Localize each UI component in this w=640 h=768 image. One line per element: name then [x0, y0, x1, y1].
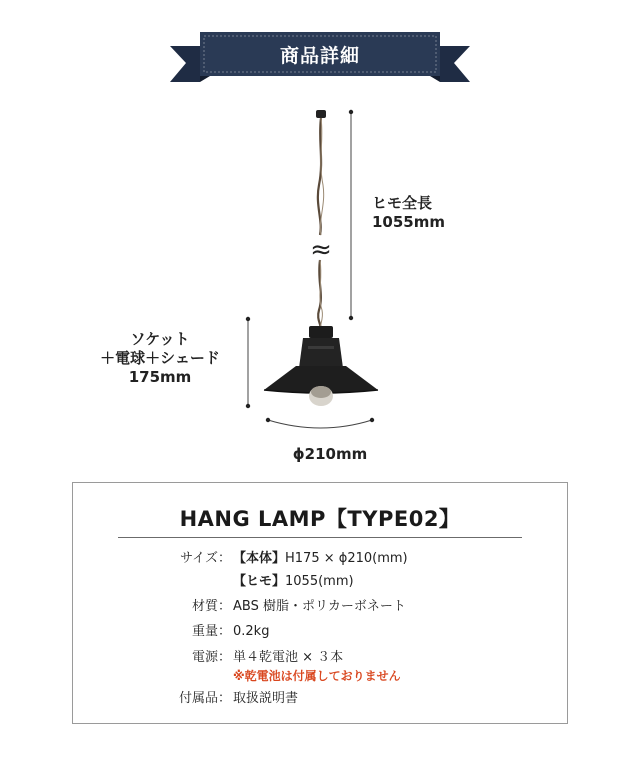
- cord-break-symbol: ≈: [310, 235, 332, 265]
- spec-tag: 【ヒモ】: [233, 574, 286, 589]
- spec-row-material: [73, 597, 567, 617]
- diameter-label: ϕ210mm: [292, 445, 368, 463]
- spec-row-size: [73, 549, 567, 569]
- spec-row-cord: [73, 572, 567, 592]
- banner-title: 商品詳細: [279, 44, 360, 67]
- lamp-illustration: [0, 100, 640, 470]
- spec-value: H175 × ϕ210(mm): [285, 551, 408, 566]
- spec-value: ABS 樹脂・ポリカーボネート: [233, 599, 406, 614]
- spec-divider: [118, 537, 522, 538]
- socket-top: [309, 326, 333, 338]
- spec-box: [72, 482, 568, 724]
- spec-key: 重量：: [191, 624, 231, 639]
- socket-label-line3: 175mm: [128, 368, 192, 386]
- spec-row-weight: [73, 622, 567, 642]
- socket-size-label: [90, 330, 230, 387]
- spec-key: 付属品：: [178, 691, 231, 706]
- cord-label-line2: 1055mm: [372, 213, 446, 231]
- diameter-arc: [268, 420, 372, 428]
- spec-value: 単４乾電池 × ３本: [233, 650, 344, 665]
- spec-key: 電源：: [191, 650, 231, 665]
- spec-key: 材質：: [191, 599, 231, 614]
- socket-label-line1: ソケット: [130, 330, 190, 348]
- cord-upper: [318, 118, 321, 235]
- spec-value: 0.2kg: [233, 624, 270, 639]
- cord-label-line1: ヒモ全長: [372, 194, 433, 212]
- cord-cap: [316, 110, 326, 118]
- socket-label-line2: ＋電球＋シェード: [100, 349, 220, 367]
- spec-tag: 【本体】: [233, 551, 286, 566]
- spec-value: 取扱説明書: [233, 691, 299, 706]
- spec-title: HANG LAMP【TYPE02】: [179, 507, 461, 531]
- spec-row-accessories: [73, 689, 567, 709]
- section-banner: [170, 30, 470, 100]
- battery-note: ※乾電池は付属しておりません: [233, 669, 401, 683]
- cord-length-label: [372, 194, 445, 232]
- lamp-drawing: [0, 100, 640, 470]
- spec-row-power: [73, 648, 567, 668]
- socket-body: [299, 338, 343, 368]
- spec-row-power-note: [73, 666, 567, 686]
- spec-value: 1055(mm): [285, 574, 354, 589]
- spec-key: サイズ：: [180, 551, 231, 566]
